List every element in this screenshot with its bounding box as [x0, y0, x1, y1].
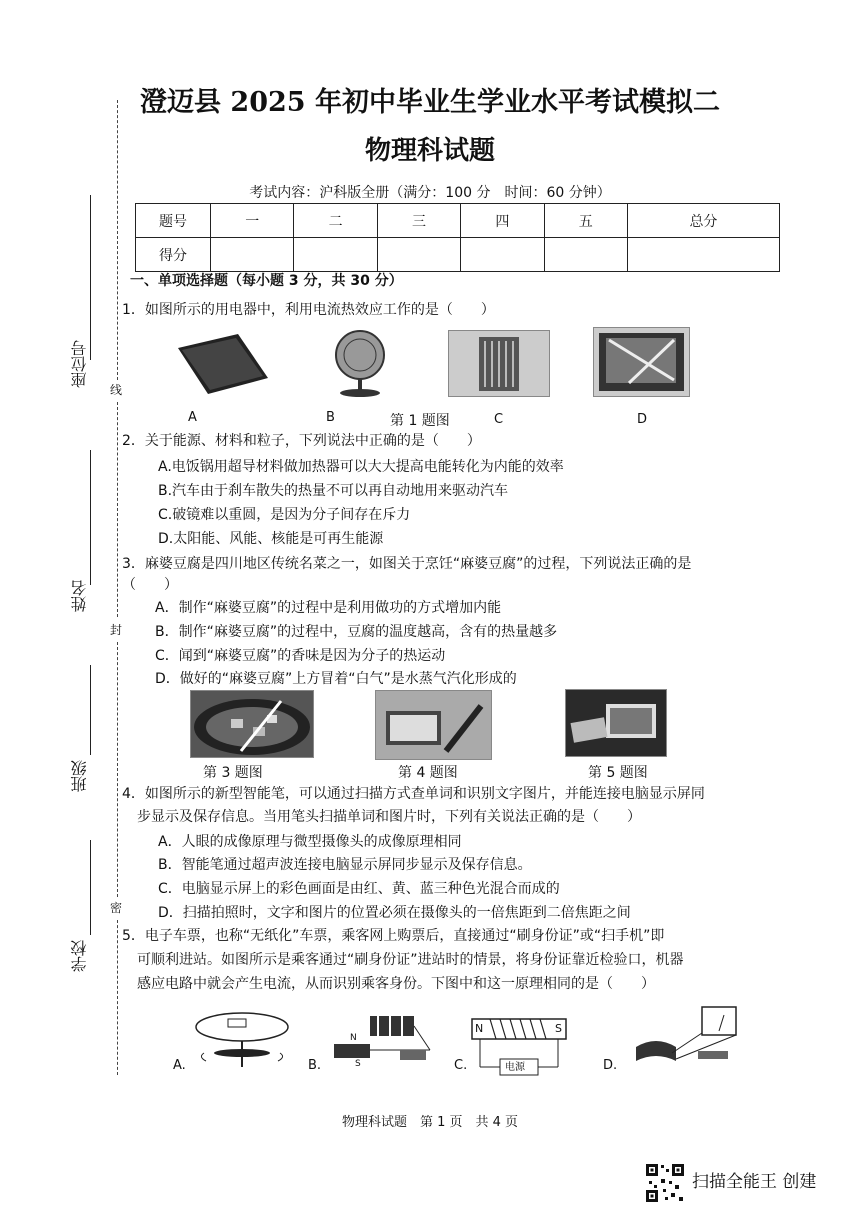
q5-b-pole-n: N [350, 1033, 357, 1043]
score-cell: 五 [544, 204, 627, 238]
q3-option-d: D．做好的“麻婆豆腐”上方冒着“白气”是水蒸气汽化形成的 [155, 671, 517, 687]
name-line [90, 450, 91, 585]
question-1-stem: 1．如图所示的用电器中，利用电流热效应工作的是（ ） [122, 302, 495, 318]
q5-label-a: A. [173, 1058, 186, 1073]
score-cell: 题号 [136, 204, 211, 238]
question-4-stem-cont: 步显示及保存信息。当用笔头扫描单词和图片时，下列有关说法正确的是（ ） [137, 809, 641, 825]
seal-label-line: 线 [110, 383, 123, 397]
score-blank[interactable] [377, 238, 460, 272]
q5-label-b: B. [308, 1058, 322, 1073]
score-table [135, 203, 780, 272]
q1-label-d: D [637, 412, 648, 427]
q5-figure-caption: 第 5 题图 [588, 765, 648, 781]
q4-option-d: D．扫描拍照时，文字和图片的位置必须在摄像头的一倍焦距到二倍焦距之间 [158, 905, 631, 921]
q4-option-b: B．智能笔通过超声波连接电脑显示屏同步显示及保存信息。 [158, 857, 532, 873]
question-3-stem-cont: （ ） [122, 577, 178, 593]
q4-figure [375, 690, 492, 760]
school-line [90, 840, 91, 935]
q5-label-d: D. [603, 1058, 618, 1073]
score-table-header-row [136, 204, 780, 238]
side-label-name: 姓名 [70, 580, 89, 612]
exam-title: 澄迈县 2025 年初中毕业生学业水平考试模拟二 [140, 87, 720, 118]
score-blank[interactable] [544, 238, 627, 272]
seal-label-secret: 密 [110, 901, 123, 915]
q4-option-a: A．人眼的成像原理与微型摄像头的成像原理相同 [158, 834, 462, 850]
qr-code-icon [645, 1163, 685, 1203]
section-heading: 一、单项选择题（每小题 3 分，共 30 分） [130, 273, 403, 289]
q3-figure-caption: 第 3 题图 [203, 765, 263, 781]
score-blank[interactable] [294, 238, 377, 272]
q3-figure [190, 690, 314, 758]
score-blank[interactable] [627, 238, 779, 272]
question-2-stem: 2．关于能源、材料和粒子，下列说法中正确的是（ ） [122, 433, 481, 449]
q1-label-c: C [494, 412, 504, 427]
question-5-stem-cont: 可顺利进站。如图所示是乘客通过“刷身份证”进站时的情景，将身份证靠近检验口，机器 [137, 952, 684, 968]
q3-option-b: B．制作“麻婆豆腐”的过程中，豆腐的温度越高，含有的热量越多 [155, 624, 558, 640]
q2-option-b: B.汽车由于刹车散失的热量不可以再自动地用来驱动汽车 [158, 483, 509, 499]
q2-option-a: A.电饭锅用超导材料做加热器可以大大提高电能转化为内能的效率 [158, 459, 564, 475]
q1-image-b [315, 327, 405, 397]
score-cell: 二 [294, 204, 377, 238]
side-label-school: 学校 [70, 940, 89, 972]
question-5-stem-cont2: 感应电路中就会产生电流，从而识别乘客身份。下图中和这一原理相同的是（ ） [137, 976, 655, 992]
q4-figure-caption: 第 4 题图 [398, 765, 458, 781]
side-label-class: 班级 [70, 760, 89, 792]
q1-caption: 第 1 题图 [390, 413, 450, 429]
q5-c-pole-n: N [475, 1022, 484, 1035]
question-4-stem: 4．如图所示的新型智能笔，可以通过扫描方式查单词和识别文字图片，并能连接电脑显示屏同 [122, 786, 705, 802]
exam-subtitle: 物理科试题 [364, 136, 495, 166]
q1-image-a [168, 328, 273, 398]
score-blank[interactable] [461, 238, 544, 272]
seal-dashed-line [117, 920, 118, 1075]
q2-option-d: D.太阳能、风能、核能是可再生能源 [158, 531, 384, 547]
q5-power-label: 电源 [505, 1062, 525, 1073]
q3-option-c: C．闻到“麻婆豆腐”的香味是因为分子的热运动 [155, 648, 446, 664]
q5-c-pole-s: S [555, 1022, 562, 1035]
score-blank[interactable] [211, 238, 294, 272]
question-5-stem: 5．电子车票，也称“无纸化”车票，乘客网上购票后，直接通过“刷身份证”或“扫手机”即 [122, 928, 665, 944]
q5-diagram-b [320, 1010, 440, 1075]
watermark-text: 扫描全能王 创建 [692, 1172, 817, 1192]
q1-label-b: B [326, 410, 335, 425]
q4-option-c: C．电脑显示屏上的彩色画面是由红、黄、蓝三种色光混合而成的 [158, 881, 560, 897]
q2-option-c: C.破镜难以重圆，是因为分子间存在斥力 [158, 507, 411, 523]
q3-option-a: A．制作“麻婆豆腐”的过程中是利用做功的方式增加内能 [155, 600, 502, 616]
score-table-score-row [136, 238, 780, 272]
seal-label-seal: 封 [110, 623, 123, 637]
q5-b-pole-s: S [355, 1059, 361, 1069]
question-3-stem: 3．麻婆豆腐是四川地区传统名菜之一，如图关于烹饪“麻婆豆腐”的过程，下列说法正确的是 [122, 556, 692, 572]
exam-info: 考试内容：沪科版全册（满分：100 分 时间：60 分钟） [249, 185, 611, 201]
q1-label-a: A [188, 410, 197, 425]
score-cell: 总分 [627, 204, 779, 238]
q1-image-c [448, 330, 550, 397]
class-line [90, 665, 91, 755]
page-footer: 物理科试题 第 1 页 共 4 页 [341, 1115, 519, 1130]
q5-label-c: C. [454, 1058, 468, 1073]
q5-figure [565, 689, 667, 757]
seal-dashed-line [117, 100, 118, 380]
seat-line [90, 195, 91, 360]
side-label-seat: 座位号 [70, 340, 89, 388]
seal-dashed-line [117, 402, 118, 617]
score-cell: 三 [377, 204, 460, 238]
score-cell: 四 [461, 204, 544, 238]
q5-diagram-a [190, 1005, 300, 1075]
score-cell: 得分 [136, 238, 211, 272]
seal-dashed-line [117, 642, 118, 897]
q5-diagram-d [632, 1003, 747, 1073]
score-cell: 一 [211, 204, 294, 238]
q1-image-d [593, 327, 690, 397]
